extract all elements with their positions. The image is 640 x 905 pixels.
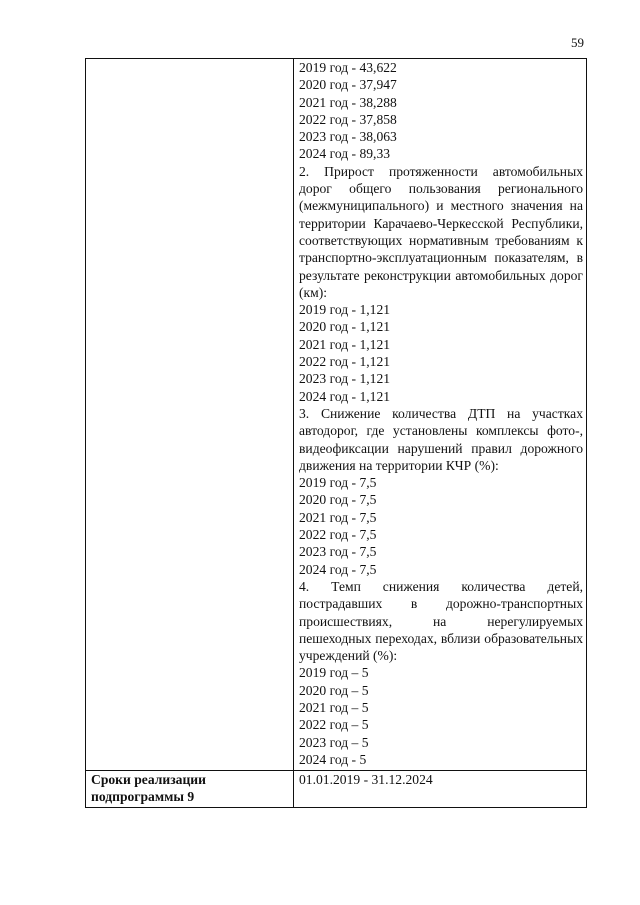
indicator-2-title: 2. Прирост протяженности автомобильных дорог общего пользования регионального (межмуниципального) и местного значения на территории Карачаево-Черкесской Республики, соответствующих нормативным требованиям к транспортно-эксплуатационным показателям, в результате реконструкции автомобильных дорог (км): <box>299 163 583 300</box>
indicators-row <box>86 59 587 771</box>
term-label: Сроки реализации подпрограммы 9 <box>86 771 294 808</box>
value-line: 2024 год - 1,121 <box>299 388 391 404</box>
value-line: 2020 год - 7,5 <box>299 492 377 508</box>
indicators-cell <box>294 59 587 771</box>
value-line: 2020 год - 37,947 <box>299 77 397 93</box>
value-line: 2024 год - 7,5 <box>299 561 377 577</box>
value-line: 2024 год - 5 <box>299 751 367 767</box>
value-line: 2022 год - 7,5 <box>299 527 377 543</box>
term-value: 01.01.2019 - 31.12.2024 <box>294 771 587 808</box>
indicator-2-values <box>299 301 583 405</box>
value-line: 2023 год – 5 <box>299 734 369 750</box>
value-line: 2023 год - 38,063 <box>299 129 397 145</box>
value-line: 2021 год - 38,288 <box>299 94 397 110</box>
page-number: 59 <box>571 35 584 50</box>
indicator-3-values <box>299 474 583 578</box>
value-line: 2022 год - 37,858 <box>299 111 397 127</box>
value-line: 2019 год - 1,121 <box>299 302 391 318</box>
value-line: 2019 год – 5 <box>299 665 369 681</box>
indicator-3-title: 3. Снижение количества ДТП на участках автодорог, где установлены комплексы фото-, видеофиксации нарушений правил дорожного движения на территории КЧР (%): <box>299 405 583 473</box>
indicator-4-title: 4. Темп снижения количества детей, пострадавших в дорожно-транспортных происшествиях, на нерегулируемых пешеходных переходах, вблизи образовательных учреждений (%): <box>299 578 583 664</box>
term-row <box>86 771 587 808</box>
value-line: 2022 год - 1,121 <box>299 354 391 370</box>
indicator-1-values <box>299 59 583 163</box>
value-line: 2021 год - 1,121 <box>299 336 391 352</box>
value-line: 2019 год - 43,622 <box>299 60 397 75</box>
value-line: 2020 год - 1,121 <box>299 319 391 335</box>
value-line: 2019 год - 7,5 <box>299 475 377 491</box>
value-line: 2021 год - 7,5 <box>299 509 377 525</box>
value-line: 2021 год – 5 <box>299 699 369 715</box>
subprogram-passport-table <box>85 58 587 808</box>
value-line: 2022 год – 5 <box>299 717 369 733</box>
indicator-4-values <box>299 664 583 768</box>
value-line: 2023 год - 7,5 <box>299 544 377 560</box>
value-line: 2020 год – 5 <box>299 682 369 698</box>
value-line: 2024 год - 89,33 <box>299 146 391 162</box>
value-line: 2023 год - 1,121 <box>299 371 391 387</box>
indicators-label-cell <box>86 59 294 771</box>
